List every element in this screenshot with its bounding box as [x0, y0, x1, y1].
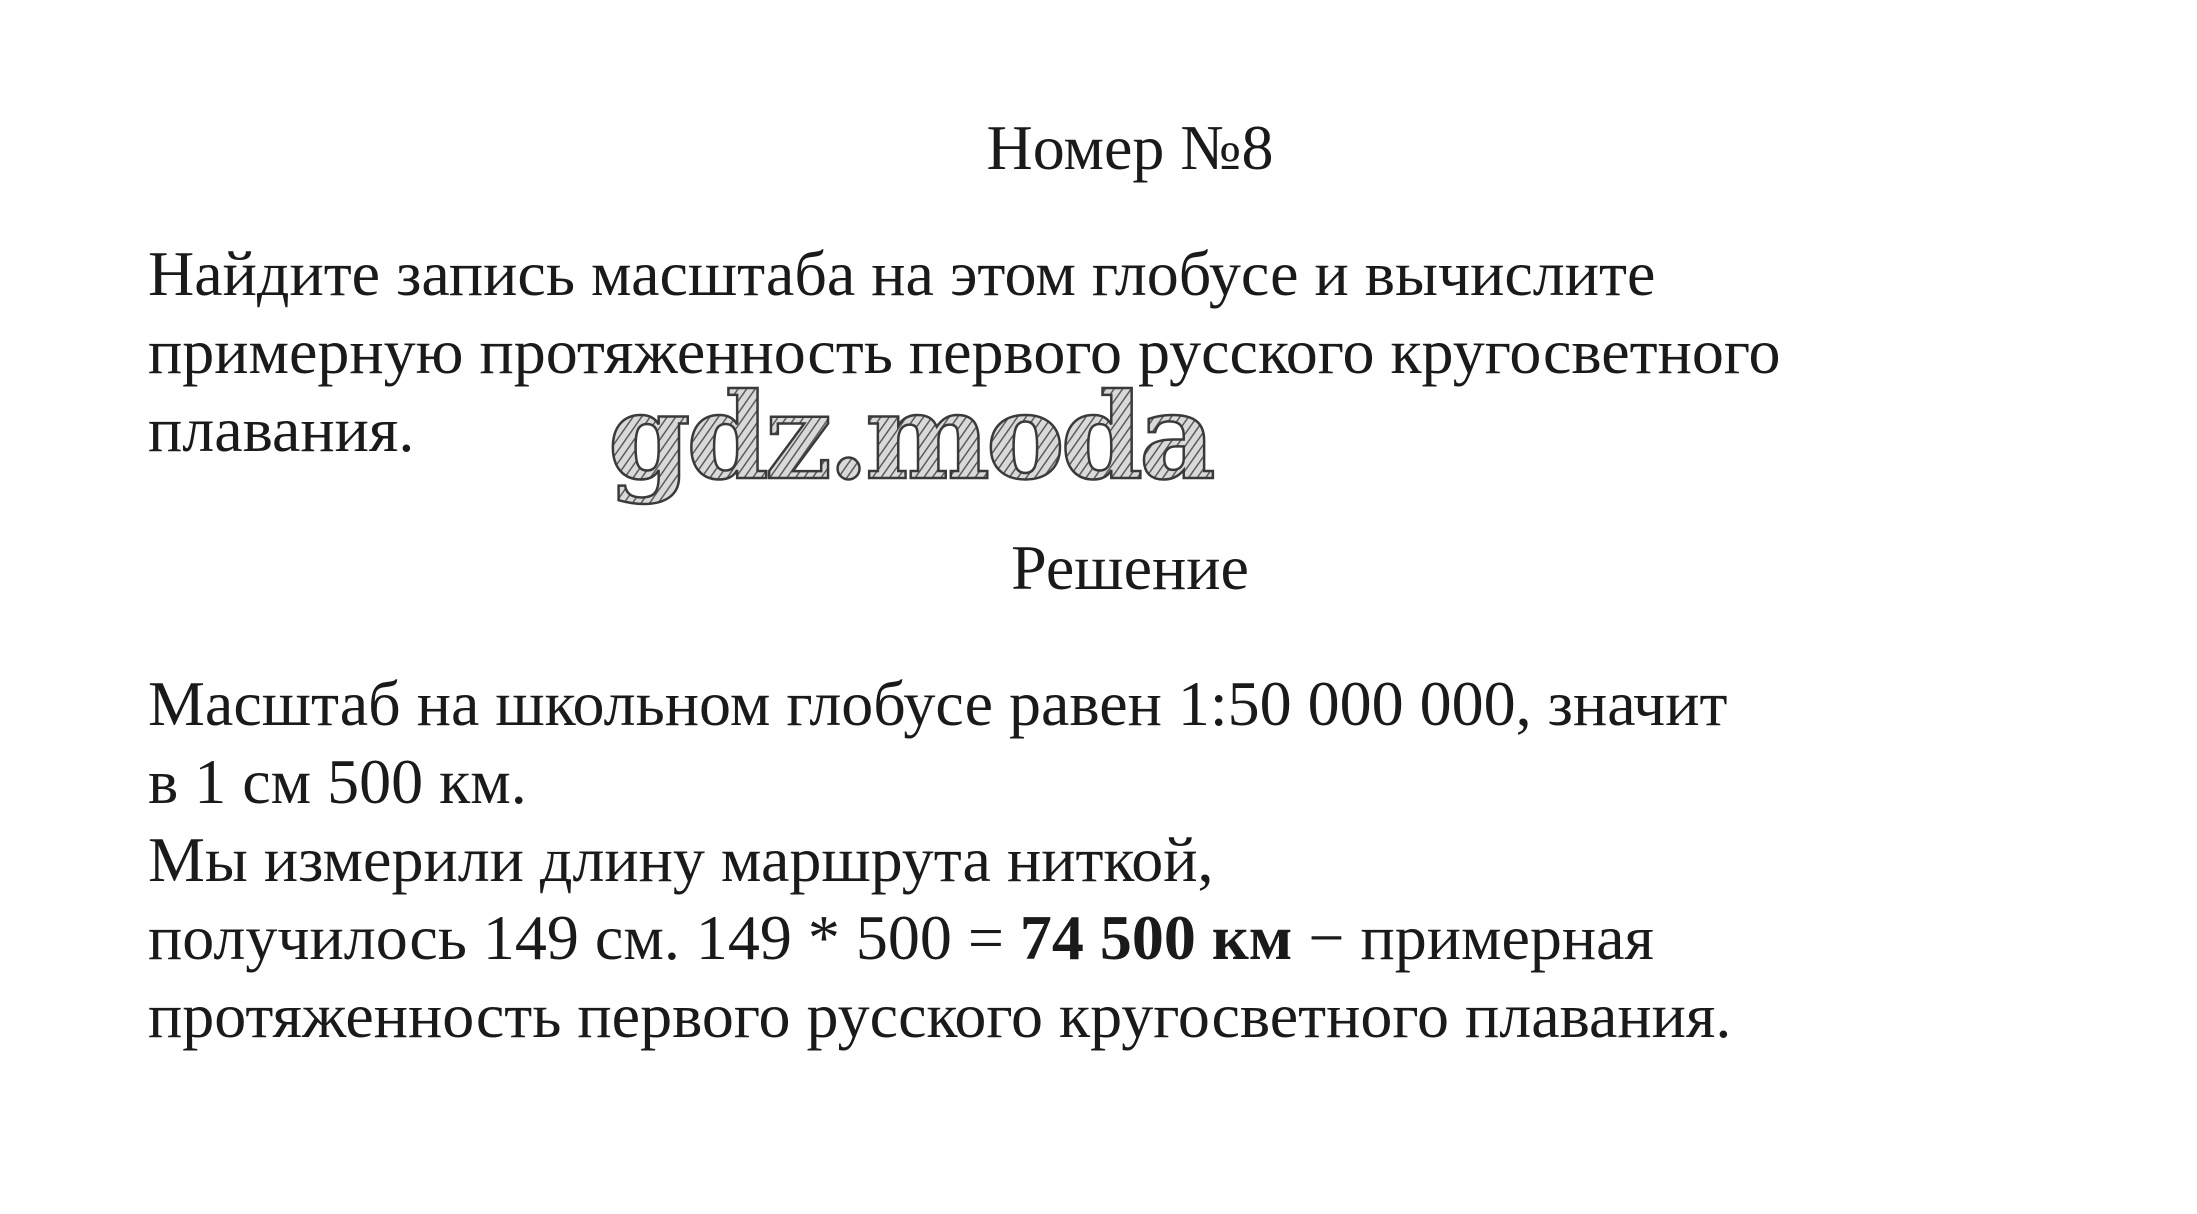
watermark-text: gdz.moda: [608, 368, 1212, 506]
task-line: примерную протяженность первого русского кругосветного: [148, 316, 1781, 387]
solution-heading: Решение: [1011, 532, 1249, 603]
solution-line: Мы измерили длину маршрута ниткой,: [148, 824, 1214, 895]
task-line: Найдите запись масштаба на этом глобусе и вычислите: [148, 238, 1656, 309]
answer-value: 74 500 км: [1019, 902, 1293, 973]
task-line: плавания.: [148, 394, 415, 465]
solution-text-part: − примерная: [1292, 902, 1654, 973]
solution-line: в 1 см 500 км.: [148, 746, 527, 817]
solution-line: Масштаб на школьном глобусе равен 1:50 000 000, значит: [148, 668, 1728, 739]
page-title: Номер №8: [986, 112, 1274, 183]
solution-line: [148, 899, 1731, 977]
solution-text-part: получилось 149 см. 149 * 500 =: [148, 902, 1020, 973]
solution-line: протяженность первого русского кругосветного плавания.: [148, 980, 1732, 1051]
solution-text: [148, 665, 1731, 1055]
